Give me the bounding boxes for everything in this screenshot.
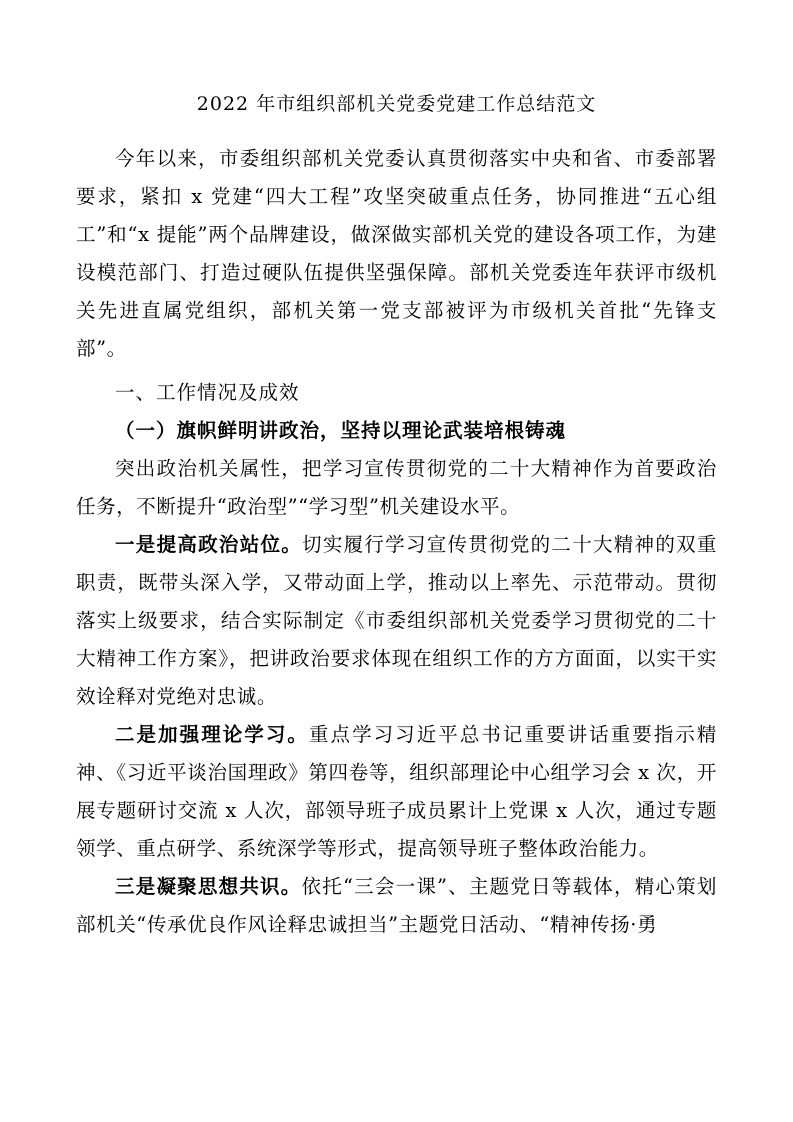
point-paragraph-1 xyxy=(76,526,717,716)
point-text-3: 依托“三会一课”、主题党日等载体，精心策划部机关“传承优良作风诠释忠诚担当”主题党日活动、“精神传扬·勇 xyxy=(76,875,717,936)
document-title: 2022 年市组织部机关党委党建工作总结范文 xyxy=(196,93,597,115)
point-lead-3: 三是凝聚思想共识。 xyxy=(115,875,302,898)
point-paragraph-3 xyxy=(76,868,717,944)
subsection-intro: 突出政治机关属性，把学习宣传贯彻党的二十大精神作为首要政治任务，不断提升“政治型”“学习型”机关建设水平。 xyxy=(76,457,717,518)
point-lead-1: 一是提高政治站位。 xyxy=(115,533,303,556)
document-body xyxy=(76,140,717,944)
point-lead-2: 二是加强理论学习。 xyxy=(115,723,309,746)
section-heading: 一、工作情况及成效 xyxy=(115,381,300,404)
subsection-heading: （一）旗帜鲜明讲政治，坚持以理论武装培根铸魂 xyxy=(115,419,567,442)
point-text-2: 重点学习习近平总书记重要讲话重要指示精神、《习近平谈治国理政》第四卷等，组织部理论中心组学习会 x 次，开展专题研讨交流 x 人次，部领导班子成员累计上党课 x 人次，通过专题领学、重点研学、系统深学等形式，提高领导班子整体政治能力。 xyxy=(76,723,717,860)
point-paragraph-2 xyxy=(76,716,717,868)
point-text-1: 切实履行学习宣传贯彻党的二十大精神的双重职责，既带头深入学，又带动面上学，推动以上率先、示范带动。贯彻落实上级要求，结合实际制定《市委组织部机关党委学习贯彻党的二十大精神工作方案》，把讲政治要求体现在组织工作的方方面面，以实干实效诠释对党绝对忠诚。 xyxy=(76,533,717,708)
intro-paragraph: 今年以来，市委组织部机关党委认真贯彻落实中央和省、市委部署要求，紧扣 x 党建“四大工程”攻坚突破重点任务，协同推进“五心组工”和“x 提能”两个品牌建设，做深做实部机关党的建设各项工作，为建设模范部门、打造过硬队伍提供坚强保障。部机关党委连年获评市级机关先进直属党组织，部机关第一党支部被评为市级机关首批“先锋支部”。 xyxy=(76,147,717,360)
